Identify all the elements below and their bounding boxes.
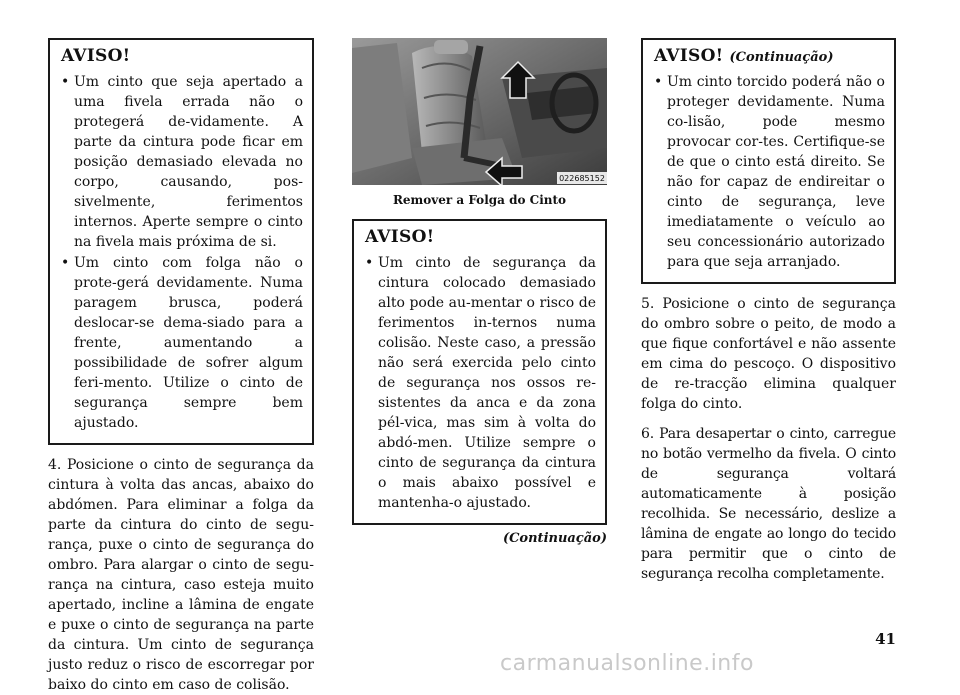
warning-item-text: Um cinto torcido poderá não o proteger devidamente. Numa co-lisão, pode mesmo provocar cor-tes. Certifique-se de que o cinto está direito. Se não for capaz de endireitar o cinto de segurança, leve imediatamente o veículo ao seu concessionário autorizado para que seja arranjado. xyxy=(667,74,885,270)
warning-list xyxy=(61,72,303,433)
seat-belt-photo xyxy=(352,38,607,185)
step-5-paragraph: 5. Posicione o cinto de segurança do ombro sobre o peito, de modo a que fique confortável e não assente em cima do pescoço. O dispositivo de re-tracção elimina qualquer folga do cinto. xyxy=(641,296,896,412)
bullet-icon: • xyxy=(654,74,663,90)
page-number: 41 xyxy=(875,630,896,648)
step-4-paragraph: 4. Posicione o cinto de segurança da cintura à volta das ancas, abaixo do abdómen. Para eliminar a folga da parte da cintura do cinto de segu-rança, puxe o cinto de segurança do ombro. Para alargar o cinto de segu-rança na cintura, caso esteja muito apertado, incline a lâmina de engate e puxe o cinto de segurança na parte da cintura. Um cinto de segurança justo reduz o risco de escorregar por baixo do cinto em caso de colisão. xyxy=(48,457,314,693)
warning-title: AVISO! xyxy=(365,227,435,247)
bullet-icon: • xyxy=(61,74,70,90)
column-right xyxy=(641,38,896,584)
warning-list xyxy=(365,253,596,513)
step-6-paragraph: 6. Para desapertar o cinto, carregue no botão vermelho da fivela. O cinto de segurança voltará automaticamente à posição recolhida. Se necessário, deslize a lâmina de engate ao longo do tecido para permitir que o cinto de segurança recolha completamente. xyxy=(641,426,896,582)
warning-item xyxy=(365,253,596,513)
warning-title-text: AVISO! xyxy=(654,46,724,66)
figure-caption: Remover a Folga do Cinto xyxy=(392,193,567,207)
column-middle xyxy=(352,38,607,546)
warning-item-text: Um cinto com folga não o prote-gerá devidamente. Numa paragem brusca, poderá deslocar-se dema-siado para a frente, aumentando a possibilidade de sofrer algum feri-mento. Utilize o cinto de segurança sempre bem ajustado. xyxy=(74,255,303,431)
watermark: carmanualsonline.info xyxy=(500,651,754,676)
warning-title xyxy=(654,46,885,66)
continued-label: (Continuação) xyxy=(502,531,607,546)
warning-box xyxy=(352,219,607,525)
warning-box xyxy=(48,38,314,445)
warning-item xyxy=(61,253,303,433)
warning-box xyxy=(641,38,896,284)
warning-continuation: (Continuação) xyxy=(729,50,834,65)
column-left xyxy=(48,38,314,695)
bullet-icon: • xyxy=(365,255,374,271)
warning-item-text: Um cinto de segurança da cintura colocado demasiado alto pode au-mentar o risco de ferimentos in-ternos numa colisão. Neste caso, a pressão não será exercida pelo cinto de segurança nos ossos re-sistentes da anca e da zona pél-vica, mas sim à volta do abdó-men. Utilize sempre o cinto de segurança da cintura o mais abaixo possível e mantenha-o ajustado. xyxy=(378,255,596,511)
warning-item-text: Um cinto que seja apertado a uma fivela errada não o protegerá de-vidamente. A parte da cintura pode ficar em posição demasiado elevada no corpo, causando, pos-sivelmente, ferimentos internos. Aperte sempre o cinto na fivela mais próxima de si. xyxy=(74,74,303,250)
warning-item xyxy=(654,72,885,272)
warning-list xyxy=(654,72,885,272)
warning-item xyxy=(61,72,303,252)
warning-title: AVISO! xyxy=(61,46,131,66)
figure-code: 022685152 xyxy=(559,174,605,183)
car-interior-illustration xyxy=(352,38,607,185)
bullet-icon: • xyxy=(61,255,70,271)
